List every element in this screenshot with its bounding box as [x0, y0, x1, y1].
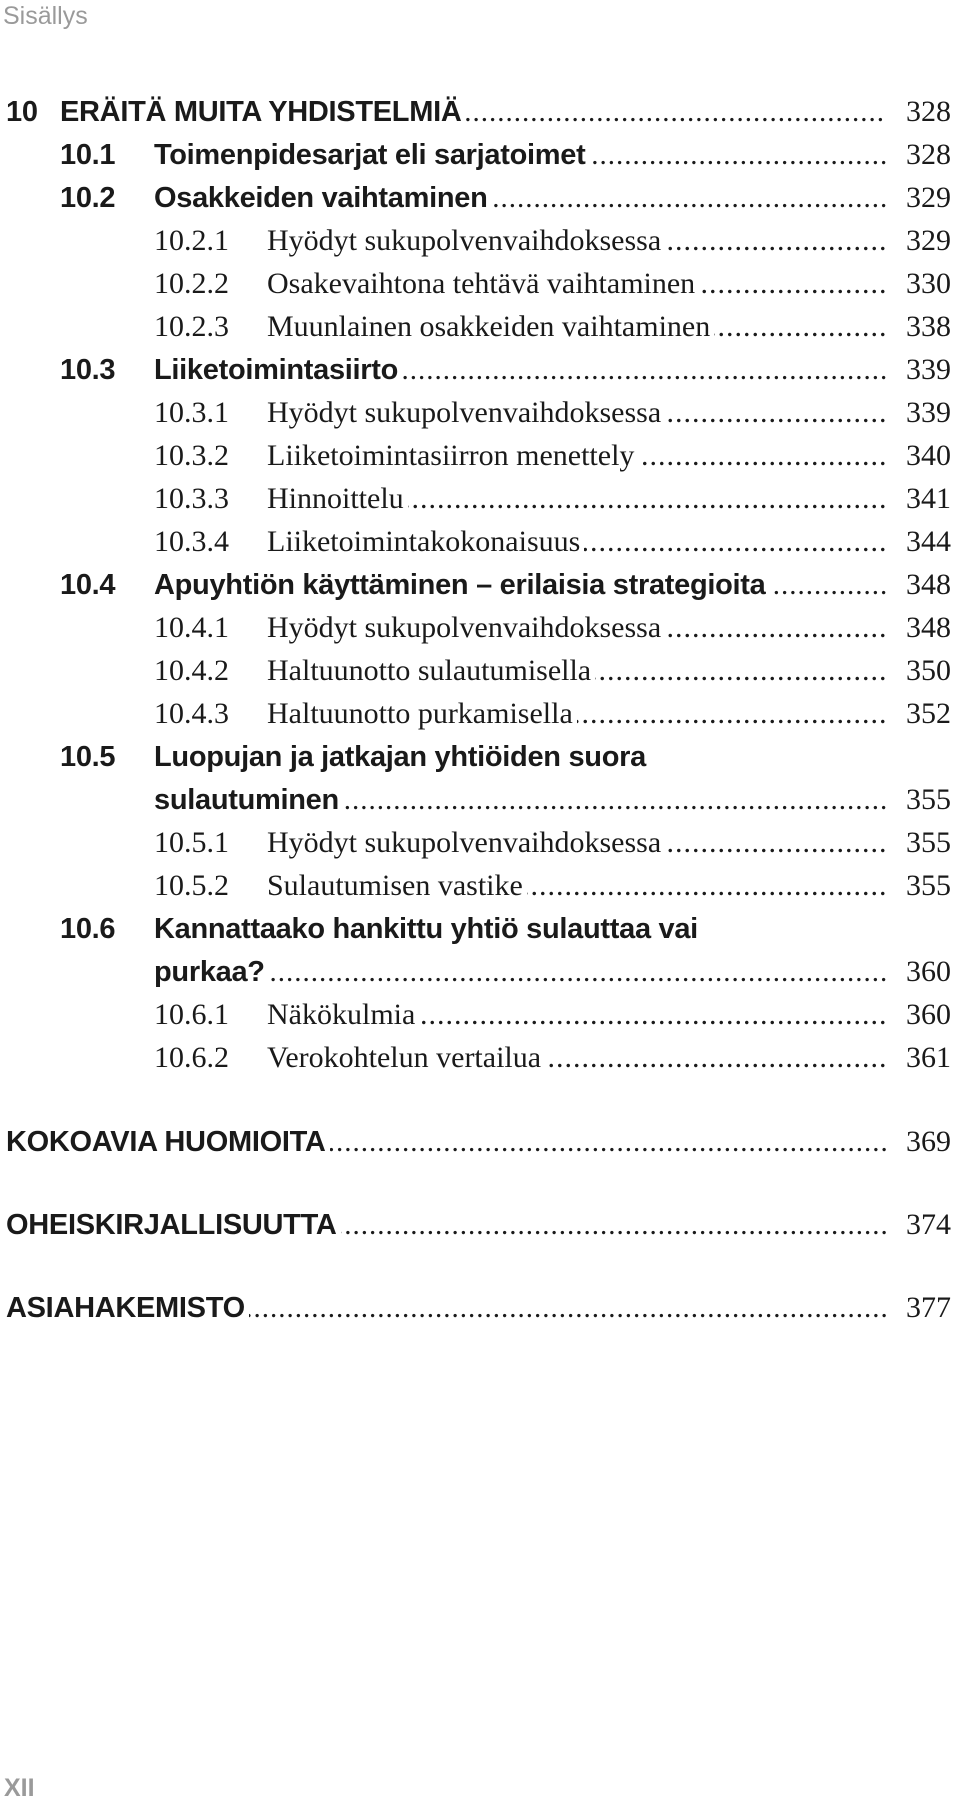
toc-entry-number: 10.2.1: [154, 224, 229, 257]
toc-entry-number: 10.3.2: [154, 439, 229, 472]
toc-entry: [0, 90, 960, 134]
toc-entry: [0, 1286, 960, 1330]
toc-entry-page: 329: [906, 181, 951, 214]
toc-entry: [0, 778, 960, 822]
toc-entry-title-text: Muunlainen osakkeiden vaihtaminen: [267, 310, 714, 343]
toc-entry-title-text: KOKOAVIA HUOMIOITA: [6, 1126, 330, 1158]
toc-entry-page: 348: [906, 568, 951, 601]
toc-entry-title: [267, 821, 886, 865]
toc-entry-title: [6, 1203, 886, 1247]
toc-entry-page: 360: [906, 955, 951, 988]
toc-entry-page: 329: [906, 224, 951, 257]
toc-entry-page: 339: [906, 396, 951, 429]
toc-entry-page: 344: [906, 525, 951, 558]
toc-entry-page: 355: [906, 783, 951, 816]
toc-entry-title-text: Hyödyt sukupolvenvaihdoksessa: [267, 224, 665, 257]
toc-entry: [0, 305, 960, 349]
toc-entry-title: [154, 907, 900, 951]
toc-entry-title-text: Haltuunotto purkamisella: [267, 697, 577, 730]
toc-entry-number: 10.3.1: [154, 396, 229, 429]
toc-entry: [0, 563, 960, 607]
toc-entry-title-text: Hyödyt sukupolvenvaihdoksessa: [267, 396, 665, 429]
toc-entry-title-text: OHEISKIRJALLISUUTTA: [6, 1209, 341, 1241]
toc-entry-number: 10.6: [60, 913, 116, 945]
toc-entry-title: [267, 1036, 886, 1080]
toc-entry-title-text: Osakkeiden vaihtaminen: [154, 182, 492, 214]
toc-entry-title: [154, 950, 886, 994]
toc-entry-number: 10.3.3: [154, 482, 229, 515]
toc-entry: [0, 133, 960, 177]
toc-entry-title: [267, 391, 886, 435]
toc-entry-title-text: purkaa?: [154, 956, 269, 988]
toc-entry-title: [154, 778, 886, 822]
toc-entry-title-text: Kannattaako hankittu yhtiö sulauttaa vai: [154, 913, 702, 945]
toc-entry-number: 10.5: [60, 741, 116, 773]
toc-entry-title: [154, 735, 900, 779]
toc-entry-number: 10.3: [60, 354, 116, 386]
toc-entry-page: 352: [906, 697, 951, 730]
toc-entry-page: 355: [906, 826, 951, 859]
toc-entry: [0, 348, 960, 392]
toc-entry-title-text: ASIAHAKEMISTO: [6, 1292, 249, 1324]
toc-entry-title: [267, 864, 886, 908]
toc-entry: [0, 262, 960, 306]
toc-entry-page: 361: [906, 1041, 951, 1074]
toc-entry-page: 339: [906, 353, 951, 386]
toc-entry-title-text: Haltuunotto sulautumisella: [267, 654, 595, 687]
toc-entry: [0, 950, 960, 994]
toc-entry-title-text: Sulautumisen vastike: [267, 869, 527, 902]
toc-entry-title: [6, 1120, 886, 1164]
toc-entry: [0, 176, 960, 220]
toc-entry-title-text: Osakevaihtona tehtävä vaihtaminen: [267, 267, 699, 300]
toc-entry-title: [267, 692, 886, 736]
toc-entry-title-text: Hyödyt sukupolvenvaihdoksessa: [267, 611, 665, 644]
toc-entry-title-text: Toimenpidesarjat eli sarjatoimet: [154, 139, 589, 171]
toc-entry-title-text: ERÄITÄ MUITA YHDISTELMIÄ: [60, 96, 465, 128]
running-header: Sisällys: [3, 2, 88, 30]
toc-entry-title: [267, 520, 886, 564]
toc-entry-title: [267, 606, 886, 650]
toc-entry-title: [6, 1286, 886, 1330]
toc-entry-title-text: Liiketoimintasiirto: [154, 354, 402, 386]
toc-entry-number: 10.2.3: [154, 310, 229, 343]
toc-entry-title: [267, 477, 886, 521]
toc-entry-title-text: Apuyhtiön käyttäminen – erilaisia strategioita: [154, 569, 770, 601]
toc-entry-number: 10.4: [60, 569, 116, 601]
toc-entry-page: 377: [906, 1291, 951, 1324]
toc-entry-page: 348: [906, 611, 951, 644]
toc-entry-title: [267, 262, 886, 306]
toc-entry-number: 10.2: [60, 182, 116, 214]
toc-entry-title-text: Luopujan ja jatkajan yhtiöiden suora: [154, 741, 650, 773]
toc-entry-number: 10.4.1: [154, 611, 229, 644]
toc-entry: [0, 391, 960, 435]
toc-entry-title: [154, 133, 886, 177]
toc-entry-title-text: Näkökulmia: [267, 998, 419, 1031]
toc-entry-number: 10.1: [60, 139, 116, 171]
toc-entry: [0, 606, 960, 650]
toc-entry-title: [267, 305, 886, 349]
toc-entry: [0, 993, 960, 1037]
toc-entry-page: 340: [906, 439, 951, 472]
toc-entry-number: 10: [6, 96, 38, 128]
toc-entry-page: 374: [906, 1208, 951, 1241]
toc-entry: [0, 864, 960, 908]
toc-entry-page: 355: [906, 869, 951, 902]
toc-entry: [0, 219, 960, 263]
toc-entry: [0, 735, 960, 779]
toc-entry: [0, 477, 960, 521]
toc-entry-page: 330: [906, 267, 951, 300]
toc-entry-number: 10.5.2: [154, 869, 229, 902]
toc-entry-title-text: Hyödyt sukupolvenvaihdoksessa: [267, 826, 665, 859]
toc-entry: [0, 1036, 960, 1080]
toc-entry-title: [267, 649, 886, 693]
toc-entry-title: [267, 993, 886, 1037]
toc-entry-title: [154, 176, 886, 220]
toc-entry: [0, 907, 960, 951]
toc-entry-number: 10.2.2: [154, 267, 229, 300]
toc-entry-title: [154, 563, 886, 607]
toc-entry-title: [154, 348, 886, 392]
toc-entry-number: 10.6.1: [154, 998, 229, 1031]
toc-entry-title-text: Liiketoimintasiirron menettely: [267, 439, 638, 472]
toc-entry-number: 10.4.3: [154, 697, 229, 730]
toc-entry-title-text: sulautuminen: [154, 784, 343, 816]
toc-entry: [0, 434, 960, 478]
toc-entry-page: 350: [906, 654, 951, 687]
toc-entry: [0, 520, 960, 564]
toc-entry: [0, 1203, 960, 1247]
toc-entry-title-text: Verokohtelun vertailua: [267, 1041, 545, 1074]
toc-entry-number: 10.6.2: [154, 1041, 229, 1074]
toc-entry-title-text: Hinnoittelu: [267, 482, 408, 515]
toc-entry-number: 10.5.1: [154, 826, 229, 859]
toc-entry-page: 360: [906, 998, 951, 1031]
toc-entry-title-text: Liiketoimintakokonaisuus: [267, 525, 584, 558]
toc-entry: [0, 649, 960, 693]
toc-entry-number: 10.3.4: [154, 525, 229, 558]
toc-entry-title: [267, 434, 886, 478]
toc-entry-page: 341: [906, 482, 951, 515]
toc-entry: [0, 821, 960, 865]
toc-entry-page: 369: [906, 1125, 951, 1158]
toc-entry-title: [267, 219, 886, 263]
toc-entry-page: 338: [906, 310, 951, 343]
toc-entry-number: 10.4.2: [154, 654, 229, 687]
toc-entry: [0, 1120, 960, 1164]
toc-entry-title: [60, 90, 886, 134]
toc-entry: [0, 692, 960, 736]
toc-entry-page: 328: [906, 95, 951, 128]
page-number-roman: XII: [4, 1774, 35, 1802]
toc-entry-page: 328: [906, 138, 951, 171]
